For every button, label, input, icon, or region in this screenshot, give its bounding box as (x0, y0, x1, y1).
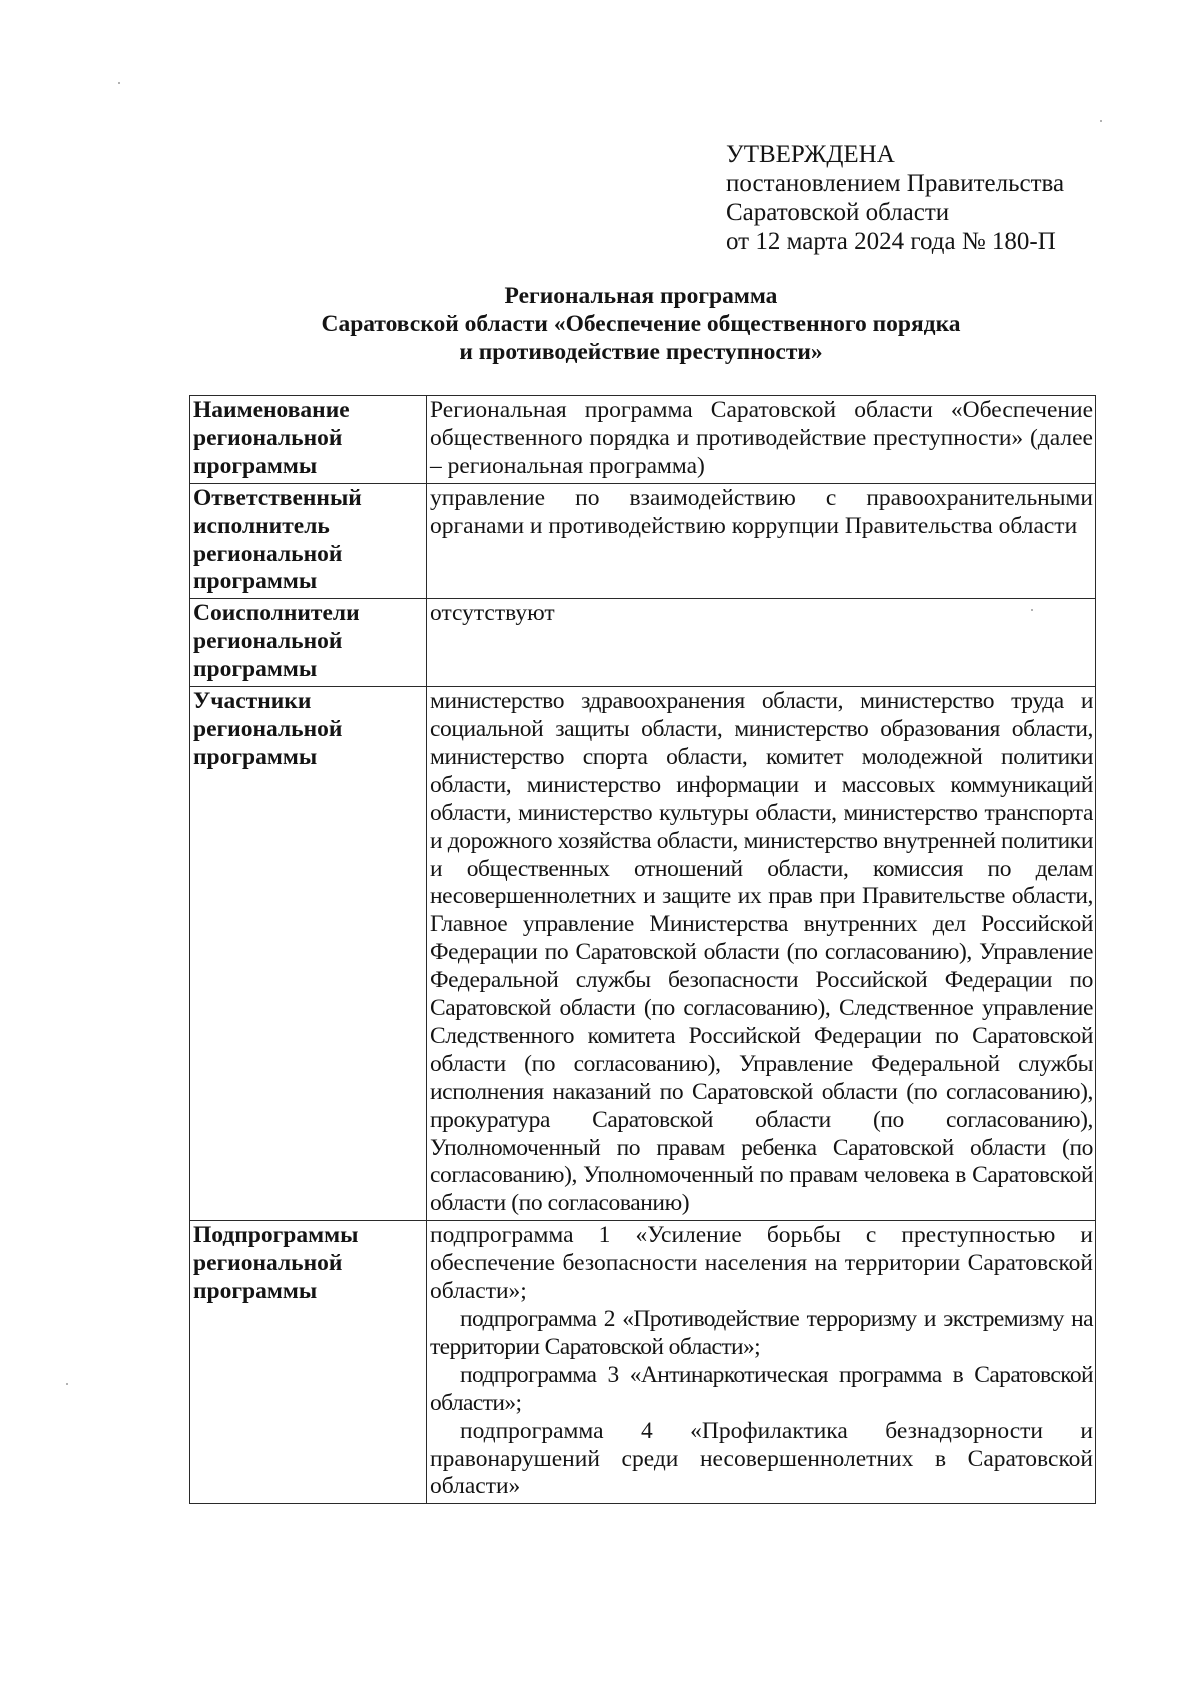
table-row-subprograms (190, 1221, 1096, 1504)
scan-speck (1100, 120, 1102, 122)
subprogram-item: подпрограмма 2 «Противодействие терроризму и экстремизму на территории Саратовской области»; (430, 1306, 1093, 1360)
row-value-co-executors (427, 599, 1096, 687)
row-label-program-name (190, 396, 427, 484)
table-row-co-executors (190, 599, 1096, 687)
approval-heading: УТВЕРЖДЕНА (726, 141, 895, 168)
row-label-co-executors (190, 599, 427, 687)
program-passport-table (189, 395, 1096, 1504)
title-line-2: Саратовской области «Обеспечение общественного порядка (321, 311, 961, 337)
document-title (180, 282, 1102, 366)
row-value-participants (427, 687, 1096, 1221)
label-line: Соисполнители (193, 600, 360, 627)
row-label-subprograms (190, 1221, 427, 1504)
label-line: региональной (193, 540, 343, 567)
label-line: Наименование (193, 397, 350, 423)
row-label-responsible-executor (190, 483, 427, 599)
approval-date-number-line: от 12 марта 2024 года № 180-П (726, 228, 1056, 255)
label-line: Ответственный (193, 484, 362, 511)
label-line: программы (193, 452, 318, 479)
row-value-responsible-executor (427, 483, 1096, 599)
row-label-participants (190, 687, 427, 1221)
label-line: региональной (193, 628, 343, 655)
approval-stamp (726, 140, 1166, 256)
value-text: отсутствуют (430, 600, 555, 627)
label-line: программы (193, 1278, 318, 1305)
value-text: управление по взаимодействию с правоохранительными органами и противодействию коррупции Правительства области (430, 484, 1093, 539)
label-line: Участники (193, 688, 312, 715)
approval-resolution-line: постановлением Правительства (726, 170, 1065, 197)
table-row-program-name (190, 396, 1096, 484)
label-line: Подпрограммы (193, 1222, 359, 1249)
title-line-1: Региональная программа (504, 283, 778, 309)
label-line: региональной (193, 424, 343, 451)
row-value-subprograms (427, 1221, 1096, 1504)
label-line: региональной (193, 1250, 343, 1277)
label-line: программы (193, 656, 318, 683)
title-line-3: и противодействие преступности» (459, 339, 823, 365)
label-line: региональной (193, 715, 343, 742)
value-text: Региональная программа Саратовской области «Обеспечение общественного порядка и противодействие преступности» (далее – региональная программа) (430, 397, 1093, 479)
scan-speck (66, 1383, 68, 1385)
scan-speck (1031, 609, 1033, 611)
subprogram-item: подпрограмма 4 «Профилактика безнадзорности и правонарушений среди несовершеннолетних в Саратовской области» (430, 1417, 1093, 1500)
approval-region-line: Саратовской области (726, 199, 950, 226)
subprogram-item: подпрограмма 1 «Усиление борьбы с преступностью и обеспечение безопасности населения на территории Саратовской области»; (430, 1222, 1093, 1305)
label-line: программы (193, 743, 318, 770)
table-row-responsible-executor (190, 483, 1096, 599)
row-value-program-name (427, 396, 1096, 484)
scan-speck (118, 82, 120, 84)
value-text: министерство здравоохранения области, министерство труда и социальной защиты области, министерство образования области, министерство спорта области, комитет молодежной политики области, министерство информации и массовых коммуникаций области, министерство культуры области, министерство транспорта и дорожного хозяйства области, министерство внутренней политики и общественных отношений области, комиссия по делам несовершеннолетних и защите их прав при Правительстве области, Главное управление Министерства внутренних дел Российской Федерации по Саратовской области (по согласованию), Управление Федеральной службы безопасности Российской Федерации по Саратовской области (по согласованию), Следственное управление Следственного комитета Российской Федерации по Саратовской области (по согласованию), Управление Федеральной службы исполнения наказаний по Саратовской области (по согласованию), прокуратура Саратовской области (по согласованию), Уполномоченный по правам ребенка Саратовской области (по согласованию), Уполномоченный по правам человека в Саратовской области (по согласованию) (430, 688, 1093, 1217)
subprogram-item: подпрограмма 3 «Антинаркотическая программа в Саратовской области»; (430, 1361, 1093, 1416)
table-row-participants (190, 687, 1096, 1221)
label-line: исполнитель (193, 512, 330, 539)
label-line: программы (193, 568, 318, 595)
